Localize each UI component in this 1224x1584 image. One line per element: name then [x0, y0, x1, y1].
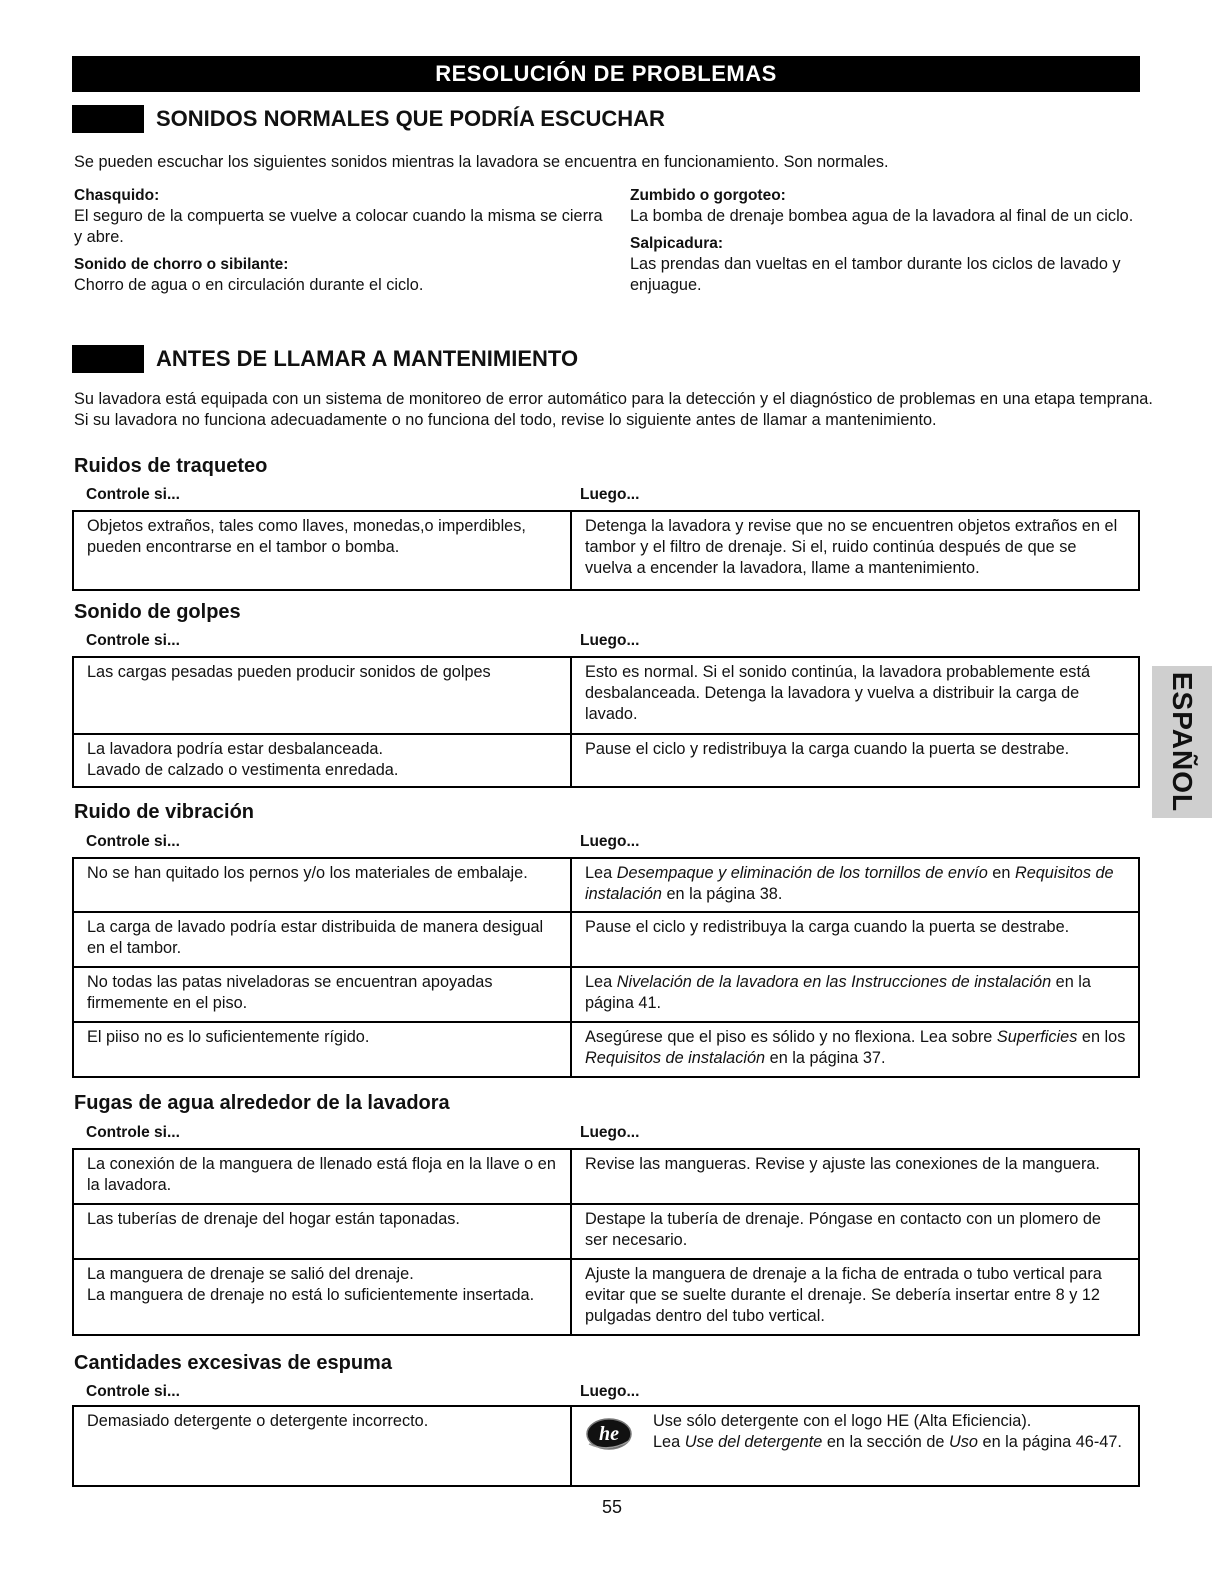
column-labels — [86, 632, 1140, 650]
subsection-title: Sonido de golpes — [74, 601, 241, 623]
then-cell: Ajuste la manguera de drenaje a la ficha de entrada o tubo vertical para evitar que se suelte durante el drenaje. Se debería insertar entre 8 y 12 pulgadas dentro del tubo vertical. — [571, 1259, 1139, 1335]
check-cell: Demasiado detergente o detergente incorrecto. — [73, 1406, 571, 1486]
table-row — [73, 1406, 1139, 1486]
check-line: La lavadora podría estar desbalanceada. — [87, 740, 383, 758]
check-cell: Las tuberías de drenaje del hogar están taponadas. — [73, 1204, 571, 1259]
check-line: La manguera de drenaje se salió del drenaje. — [87, 1265, 414, 1283]
sound-text: Las prendas dan vueltas en el tambor durante los ciclos de lavado y enjuague. — [630, 255, 1121, 294]
sound-text: El seguro de la compuerta se vuelve a colocar cuando la misma se cierra y abre. — [74, 207, 603, 246]
normal-sounds-intro: Se pueden escuchar los siguientes sonidos mientras la lavadora se encuentra en funcionamiento. Son normales. — [74, 153, 889, 171]
then-cell — [571, 1406, 1139, 1486]
sound-label: Chasquido: — [74, 187, 160, 204]
section-title: ANTES DE LLAMAR A MANTENIMIENTO — [156, 346, 579, 371]
before-service-intro: Su lavadora está equipada con un sistema de monitoreo de error automático para la detección y el diagnóstico de problemas en una etapa temprana. Si su lavadora no funciona adecuadamente o no funciona del todo, revise lo siguiente antes de llamar a mantenimiento. — [74, 390, 1153, 429]
page-number: 55 — [601, 1497, 623, 1517]
check-label: Controle si... — [86, 833, 180, 850]
troubleshoot-table — [72, 510, 1140, 591]
table-row — [73, 1259, 1139, 1335]
subsection-title: Cantidades excesivas de espuma — [74, 1352, 392, 1374]
table-row — [73, 734, 1139, 787]
language-side-tab — [1152, 666, 1212, 818]
check-cell: Las cargas pesadas pueden producir sonidos de golpes — [73, 657, 571, 734]
sound-text: Chorro de agua o en circulación durante el ciclo. — [74, 276, 424, 294]
then-label: Luego... — [580, 632, 640, 649]
column-labels — [86, 486, 1140, 504]
he-logo-text: he — [599, 1423, 619, 1445]
page-title: RESOLUCIÓN DE PROBLEMAS — [72, 56, 1140, 92]
language-tab-text: ESPAÑOL — [1167, 671, 1198, 813]
subsection-title: Ruido de vibración — [74, 801, 255, 823]
then-cell: Esto es normal. Si el sonido continúa, la lavadora probablemente está desbalanceada. Detenga la lavadora y vuelva a distribuir la carga de lavado. — [571, 657, 1139, 734]
table-row — [73, 967, 1139, 1022]
check-cell: Objetos extraños, tales como llaves, monedas,o imperdibles, pueden encontrarse en el tambor o bomba. — [73, 511, 571, 590]
check-label: Controle si... — [86, 486, 180, 503]
check-label: Controle si... — [86, 1124, 180, 1141]
then-label: Luego... — [580, 486, 640, 503]
sound-label: Zumbido o gorgoteo: — [630, 187, 786, 204]
table-row — [73, 858, 1139, 912]
sound-text: La bomba de drenaje bombea agua de la lavadora al final de un ciclo. — [630, 207, 1134, 225]
table-row — [73, 657, 1139, 734]
then-cell: Pause el ciclo y redistribuya la carga cuando la puerta se destrabe. — [571, 912, 1139, 967]
then-label: Luego... — [580, 1383, 640, 1400]
then-label: Luego... — [580, 1124, 640, 1141]
header-bar — [72, 345, 144, 373]
troubleshoot-table — [72, 1148, 1140, 1336]
table-row — [73, 1204, 1139, 1259]
then-cell: Pause el ciclo y redistribuya la carga cuando la puerta se destrabe. — [571, 734, 1139, 787]
check-cell: El piiso no es lo suficientemente rígido. — [73, 1022, 571, 1077]
sound-label: Salpicadura: — [630, 235, 724, 252]
then-cell: Revise las mangueras. Revise y ajuste las conexiones de la manguera. — [571, 1149, 1139, 1204]
table-row — [73, 511, 1139, 590]
column-labels — [86, 833, 1140, 851]
then-line: Lea Use del detergente en la sección de Uso en la página 46-47. — [653, 1433, 1122, 1451]
section-title: SONIDOS NORMALES QUE PODRÍA ESCUCHAR — [156, 106, 665, 131]
check-line: La manguera de drenaje no está lo suficientemente insertada. — [87, 1286, 535, 1304]
section-header-normal-sounds — [72, 104, 665, 134]
sound-label: Sonido de chorro o sibilante: — [74, 256, 289, 273]
table-row — [73, 912, 1139, 967]
subsection-title: Fugas de agua alrededor de la lavadora — [74, 1092, 450, 1114]
subsection-title: Ruidos de traqueteo — [74, 455, 268, 477]
check-cell: No se han quitado los pernos y/o los materiales de embalaje. — [73, 858, 571, 912]
check-label: Controle si... — [86, 1383, 180, 1400]
check-label: Controle si... — [86, 632, 180, 649]
then-label: Luego... — [580, 833, 640, 850]
normal-sounds-list — [74, 185, 1144, 296]
he-logo-icon — [585, 1417, 633, 1451]
troubleshoot-table — [72, 1405, 1140, 1487]
check-cell — [73, 734, 571, 787]
check-cell — [73, 1259, 571, 1335]
table-row — [73, 1149, 1139, 1204]
check-cell: La carga de lavado podría estar distribuida de manera desigual en el tambor. — [73, 912, 571, 967]
check-cell: La conexión de la manguera de llenado está floja en la llave o en la lavadora. — [73, 1149, 571, 1204]
then-cell: Detenga la lavadora y revise que no se encuentren objetos extraños en el tambor y el filtro de drenaje. Si el, ruido continúa después de que se vuelva a encender la lavadora, llame a mantenimiento. — [571, 511, 1139, 590]
then-line: Use sólo detergente con el logo HE (Alta Eficiencia). — [653, 1412, 1032, 1430]
troubleshoot-table — [72, 857, 1140, 1078]
check-line: Lavado de calzado o vestimenta enredada. — [87, 761, 399, 779]
then-cell: Asegúrese que el piso es sólido y no flexiona. Lea sobre Superficies en los Requisitos de instalación en la página 37. — [571, 1022, 1139, 1077]
then-cell: Destape la tubería de drenaje. Póngase en contacto con un plomero de ser necesario. — [571, 1204, 1139, 1259]
check-cell: No todas las patas niveladoras se encuentran apoyadas firmemente en el piso. — [73, 967, 571, 1022]
then-cell: Lea Desempaque y eliminación de los tornillos de envío en Requisitos de instalación en la página 38. — [571, 858, 1139, 912]
section-header-before-service — [72, 344, 578, 374]
then-cell: Lea Nivelación de la lavadora en las Instrucciones de instalación en la página 41. — [571, 967, 1139, 1022]
table-row — [73, 1022, 1139, 1077]
column-labels — [86, 1383, 1140, 1401]
column-labels — [86, 1124, 1140, 1142]
header-bar — [72, 105, 144, 133]
troubleshoot-table — [72, 656, 1140, 788]
